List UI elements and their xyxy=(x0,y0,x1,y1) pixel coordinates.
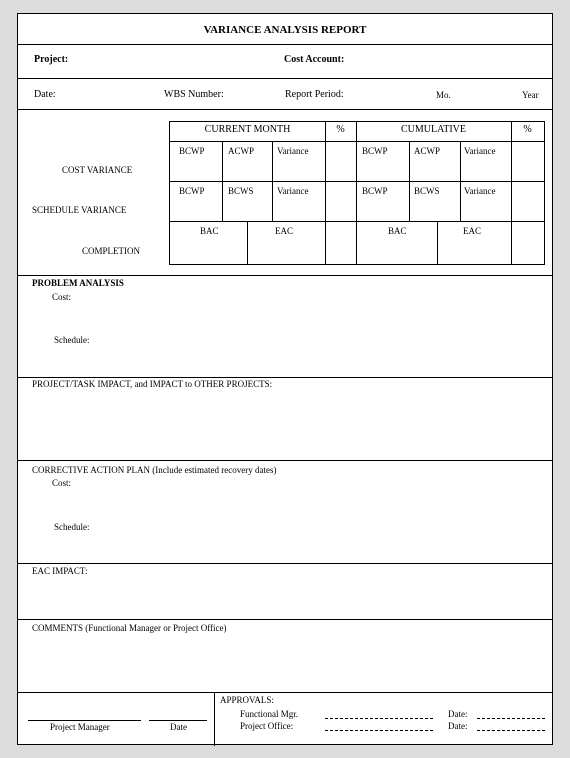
bac-cell: BAC xyxy=(200,226,219,236)
bac-cum-cell: BAC xyxy=(388,226,407,236)
impact-heading: PROJECT/TASK IMPACT, and IMPACT to OTHER PROJECTS: xyxy=(32,379,273,389)
functional-mgr-date-label: Date: xyxy=(448,709,468,719)
divider xyxy=(18,377,552,378)
project-manager-signature-line[interactable] xyxy=(28,720,141,721)
bcws-cell: BCWS xyxy=(228,186,254,196)
report-title: VARIANCE ANALYSIS REPORT xyxy=(203,24,367,36)
schedule-variance-label: SCHEDULE VARIANCE xyxy=(32,205,127,215)
percent-header-cumulative: % xyxy=(523,124,532,135)
eac-cum-cell: EAC xyxy=(463,226,481,236)
divider xyxy=(18,275,552,276)
bcwp-cell: BCWP xyxy=(179,146,205,156)
problem-cost-label: Cost: xyxy=(52,292,72,302)
cumulative-header: CUMULATIVE xyxy=(401,124,466,135)
date-label: Date xyxy=(170,722,187,732)
variance-table xyxy=(169,121,545,265)
wbs-number-label: WBS Number: xyxy=(164,89,224,100)
eac-cell: EAC xyxy=(275,226,293,236)
variance-cell: Variance xyxy=(277,186,309,196)
acwp-cell: ACWP xyxy=(228,146,255,156)
report-period-label: Report Period: xyxy=(285,89,344,100)
eac-impact-heading: EAC IMPACT: xyxy=(32,566,88,576)
date-label: Date: xyxy=(34,89,56,100)
percent-header: % xyxy=(336,124,345,135)
month-label: Mo. xyxy=(436,90,451,100)
project-office-date-label: Date: xyxy=(448,721,468,731)
divider xyxy=(18,44,552,45)
cost-variance-label: COST VARIANCE xyxy=(62,165,133,175)
project-office-date-line[interactable] xyxy=(477,730,545,731)
variance-cum-cell: Variance xyxy=(464,186,496,196)
approvals-section xyxy=(18,692,552,744)
corrective-cost-label: Cost: xyxy=(52,478,72,488)
completion-label: COMPLETION xyxy=(82,246,140,256)
bcws-cum-cell: BCWS xyxy=(414,186,440,196)
comments-heading: COMMENTS (Functional Manager or Project Office) xyxy=(32,623,227,633)
year-label: Year xyxy=(522,90,539,100)
project-label: Project: xyxy=(34,54,69,65)
functional-mgr-date-line[interactable] xyxy=(477,718,545,719)
problem-analysis-heading: PROBLEM ANALYSIS xyxy=(32,278,124,288)
variance-analysis-form xyxy=(17,13,553,745)
functional-mgr-signature-line[interactable] xyxy=(325,718,433,719)
bcwp-cum-cell: BCWP xyxy=(362,146,388,156)
divider xyxy=(18,619,552,620)
divider xyxy=(18,460,552,461)
corrective-action-heading: CORRECTIVE ACTION PLAN (Include estimated recovery dates) xyxy=(32,465,277,475)
current-month-header: CURRENT MONTH xyxy=(204,124,291,135)
bcwp-cum-cell: BCWP xyxy=(362,186,388,196)
variance-cum-cell: Variance xyxy=(464,146,496,156)
project-manager-label: Project Manager xyxy=(50,722,110,732)
variance-cell: Variance xyxy=(277,146,309,156)
project-office-signature-line[interactable] xyxy=(325,730,433,731)
acwp-cum-cell: ACWP xyxy=(414,146,441,156)
project-manager-date-line[interactable] xyxy=(149,720,207,721)
cost-account-label: Cost Account: xyxy=(284,54,345,65)
problem-schedule-label: Schedule: xyxy=(54,335,90,345)
functional-mgr-label: Functional Mgr. xyxy=(240,709,298,719)
divider xyxy=(18,563,552,564)
divider xyxy=(18,78,552,79)
corrective-schedule-label: Schedule: xyxy=(54,522,90,532)
bcwp-cell: BCWP xyxy=(179,186,205,196)
approvals-heading: APPROVALS: xyxy=(220,695,274,705)
project-office-label: Project Office: xyxy=(240,721,294,731)
divider xyxy=(18,109,552,110)
